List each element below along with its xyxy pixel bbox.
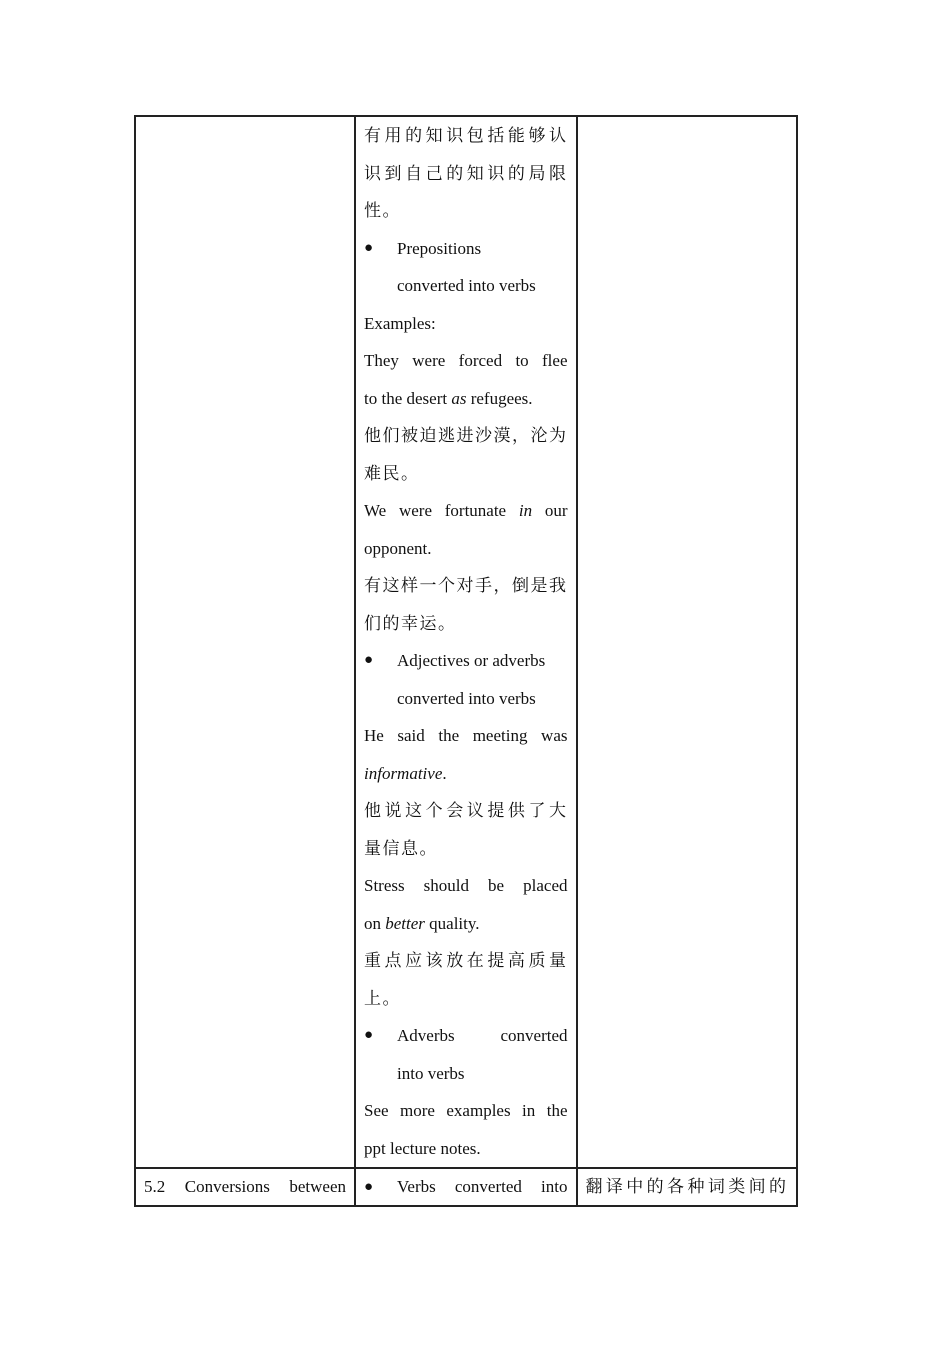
cell-row2-col3	[577, 1168, 797, 1206]
bullet-item	[364, 1017, 568, 1055]
table-row	[135, 116, 797, 1168]
example-sentence-line	[364, 905, 568, 943]
bullet-item	[364, 642, 568, 680]
bullet-continuation-line: into verbs	[397, 1063, 465, 1083]
bullet-icon: ●	[364, 1027, 374, 1043]
bullet-continuation-line: converted into verbs	[397, 276, 536, 295]
example-sentence-line	[364, 755, 568, 793]
text-run: We were fortunate	[364, 501, 519, 520]
text-run: .	[442, 763, 447, 783]
emphasized-word: informative	[364, 763, 443, 783]
chinese-text: 翻译中的各种词类间的	[585, 1177, 788, 1196]
bullet-text: Prepositions	[397, 238, 482, 258]
text-run: on	[364, 913, 386, 933]
text-run: our	[532, 501, 568, 520]
emphasized-word: as	[451, 388, 467, 408]
emphasized-word: better	[385, 913, 425, 933]
bullet-text: Adjectives or adverbs	[397, 651, 546, 670]
section-heading: 5.2 Conversions between	[144, 1177, 346, 1196]
chinese-translation-line: 难民。	[364, 463, 420, 483]
cell-row1-col1	[135, 116, 355, 1168]
text-line: He said the meeting was	[364, 726, 568, 745]
chinese-translation-line: 性。	[364, 201, 401, 220]
chinese-translation-line: 量信息。	[364, 838, 438, 858]
bullet-icon: ●	[364, 1179, 374, 1195]
content-table	[134, 115, 798, 1207]
text-line: ppt lecture notes.	[364, 1138, 481, 1158]
text-run: quality.	[424, 913, 480, 933]
text-line: Examples:	[364, 313, 436, 333]
text-line: See more examples in the	[364, 1101, 568, 1120]
chinese-translation-line: 重点应该放在提高质量	[364, 951, 568, 970]
bullet-text: Verbs converted into	[397, 1177, 568, 1196]
chinese-translation-line: 们的幸运。	[364, 613, 457, 633]
example-sentence-line	[364, 492, 568, 530]
bullet-continuation-line: converted into verbs	[397, 688, 536, 708]
cell-row1-col3	[577, 116, 797, 1168]
text-line: They were forced to flee	[364, 351, 568, 370]
chinese-translation-line: 上。	[364, 988, 401, 1008]
cell-row2-col2	[355, 1168, 577, 1206]
example-sentence-line	[364, 380, 568, 418]
text-line: Stress should be placed	[364, 876, 568, 895]
text-line: opponent.	[364, 538, 432, 558]
cell-row1-col2	[355, 116, 577, 1168]
chinese-translation-line: 他们被迫逃进沙漠，沦为	[364, 426, 568, 445]
table-row	[135, 1168, 797, 1206]
chinese-translation-line: 他说这个会议提供了大	[364, 801, 568, 820]
emphasized-word: in	[518, 501, 533, 520]
text-run: refugees.	[466, 388, 533, 408]
cell-row2-col1	[135, 1168, 355, 1206]
chinese-translation-line: 识到自己的知识的局限	[364, 163, 568, 183]
bullet-text: Adverbs converted	[397, 1026, 568, 1045]
bullet-icon: ●	[364, 652, 374, 668]
bullet-icon: ●	[364, 239, 374, 256]
bullet-item	[364, 1169, 568, 1205]
chinese-translation-line: 有这样一个对手，倒是我	[364, 576, 568, 595]
chinese-translation-line: 有用的知识包括能够认	[364, 126, 568, 145]
text-run: to the desert	[364, 388, 452, 408]
bullet-item	[364, 230, 568, 268]
